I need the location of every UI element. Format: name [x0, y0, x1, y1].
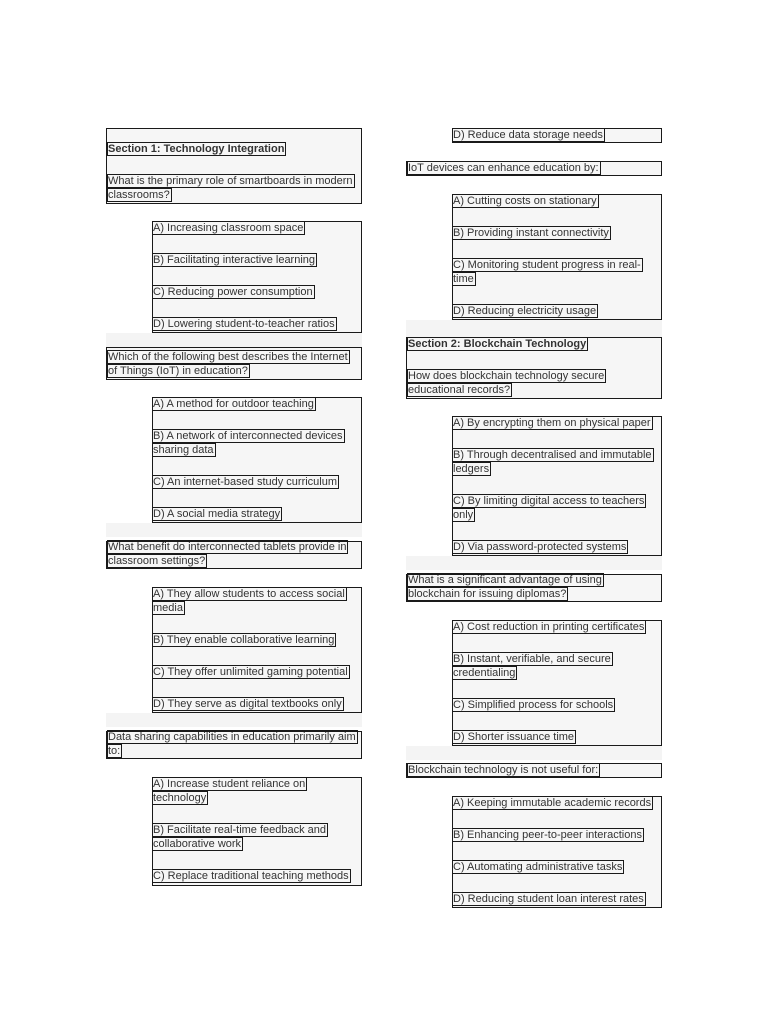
question-6-option-d[interactable]: D) Via password-protected systems — [453, 541, 627, 553]
question-1-option-a[interactable]: A) Increasing classroom space — [153, 222, 304, 234]
question-1-option-b[interactable]: B) Facilitating interactive learning — [153, 254, 316, 266]
question-8-option-a[interactable]: A) Keeping immutable academic records — [453, 797, 652, 809]
question-7-text: What is a significant advantage of using blockchain for issuing diplomas? — [408, 574, 602, 600]
question-2-option-a[interactable]: A) A method for outdoor teaching — [153, 398, 314, 410]
question-2-options — [152, 397, 362, 523]
question-5-options — [452, 194, 662, 320]
question-8-option-b[interactable]: B) Enhancing peer-to-peer interactions — [453, 829, 642, 841]
question-7-options — [452, 620, 662, 746]
question-4-option-b[interactable]: B) Facilitate real-time feedback and collaborative work — [153, 824, 327, 850]
question-1-text: What is the primary role of smartboards in modern classrooms? — [108, 175, 353, 201]
question-5-text: IoT devices can enhance education by: — [408, 162, 599, 174]
question-3-text: What benefit do interconnected tablets provide in classroom settings? — [108, 541, 347, 567]
question-2-option-c[interactable]: C) An internet-based study curriculum — [153, 476, 338, 488]
question-8-option-d[interactable]: D) Reducing student loan interest rates — [453, 893, 644, 905]
question-3-option-d[interactable]: D) They serve as digital textbooks only — [153, 698, 342, 710]
section-1-title: Section 1: Technology Integration — [108, 143, 285, 155]
question-6-option-c[interactable]: C) By limiting digital access to teachers only — [453, 495, 645, 521]
question-3-option-c[interactable]: C) They offer unlimited gaming potential — [153, 666, 348, 678]
question-7-option-d[interactable]: D) Shorter issuance time — [453, 731, 575, 743]
question-8-option-c[interactable]: C) Automating administrative tasks — [453, 861, 623, 873]
question-5-option-d[interactable]: D) Reducing electricity usage — [453, 305, 597, 317]
question-4-option-d[interactable]: D) Reduce data storage needs — [453, 129, 603, 141]
question-1-option-c[interactable]: C) Reducing power consumption — [153, 286, 313, 298]
question-8-text: Blockchain technology is not useful for: — [408, 764, 599, 776]
question-5-option-c[interactable]: C) Monitoring student progress in real-time — [453, 259, 641, 285]
question-6-option-b[interactable]: B) Through decentralised and immutable ledgers — [453, 449, 652, 475]
section-2-title: Section 2: Blockchain Technology — [408, 338, 587, 350]
question-7-option-b[interactable]: B) Instant, verifiable, and secure credentialing — [453, 653, 611, 679]
question-7-option-c[interactable]: C) Simplified process for schools — [453, 699, 614, 711]
question-7-option-a[interactable]: A) Cost reduction in printing certificates — [453, 621, 645, 633]
question-4-text: Data sharing capabilities in education primarily aim to: — [108, 731, 356, 757]
question-6-text: How does blockchain technology secure educational records? — [408, 370, 605, 396]
question-5-option-a[interactable]: A) Cutting costs on stationary — [453, 195, 597, 207]
question-6-option-a[interactable]: A) By encrypting them on physical paper — [453, 417, 651, 429]
question-4-option-c[interactable]: C) Replace traditional teaching methods — [153, 870, 349, 882]
question-6-options — [452, 416, 662, 556]
question-2-option-b[interactable]: B) A network of interconnected devices sharing data — [153, 430, 343, 456]
question-2-option-d[interactable]: D) A social media strategy — [153, 508, 281, 520]
question-4-option-a[interactable]: A) Increase student reliance on technology — [153, 778, 306, 804]
question-2-text: Which of the following best describes the Internet of Things (IoT) in education? — [108, 351, 348, 377]
question-3-option-a[interactable]: A) They allow students to access social media — [153, 588, 345, 614]
question-1-option-d[interactable]: D) Lowering student-to-teacher ratios — [153, 318, 335, 330]
question-3-option-b[interactable]: B) They enable collaborative learning — [153, 634, 335, 646]
question-5-option-b[interactable]: B) Providing instant connectivity — [453, 227, 609, 239]
